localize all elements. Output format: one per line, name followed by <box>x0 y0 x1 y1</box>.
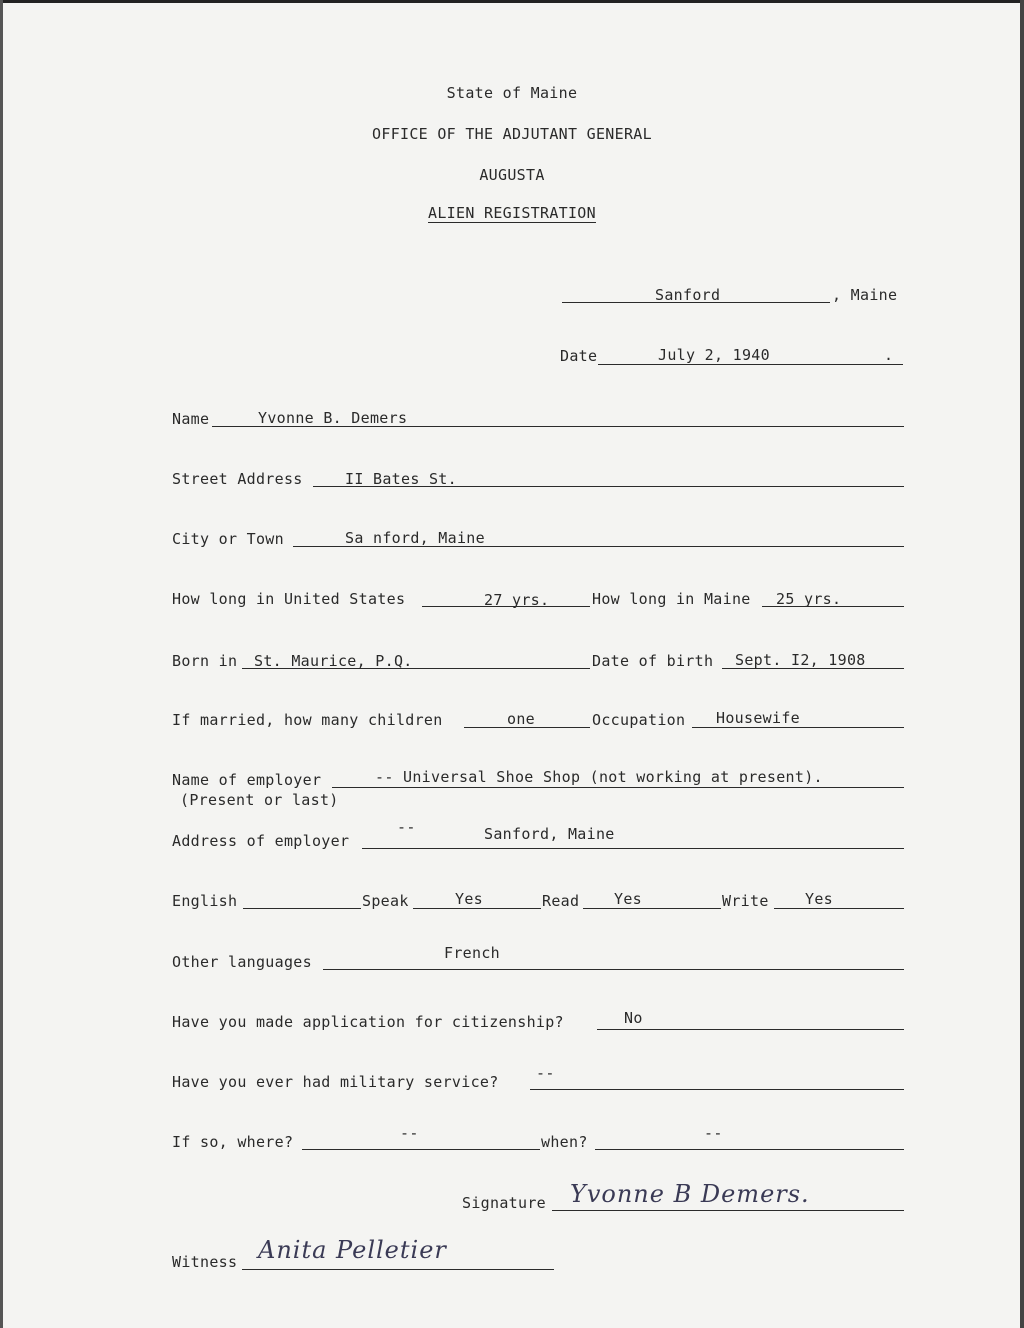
when-label: when? <box>541 1133 588 1151</box>
signature-value: Yvonne B Demers. <box>570 1180 810 1208</box>
date-of-birth-value: Sept. I2, 1908 <box>735 651 866 669</box>
street-value: II Bates St. <box>345 470 457 488</box>
how-long-us-label: How long in United States <box>172 590 406 608</box>
children-label: If married, how many children <box>172 711 443 729</box>
occupation-value: Housewife <box>716 709 800 727</box>
form-title: ALIEN REGISTRATION <box>428 204 596 222</box>
signature-underline <box>552 1210 904 1211</box>
where-label: If so, where? <box>172 1133 294 1151</box>
date-underline <box>598 364 903 365</box>
english-underline <box>243 908 361 909</box>
date-value: July 2, 1940 <box>658 346 770 364</box>
write-value: Yes <box>805 890 833 908</box>
military-value: -- <box>536 1064 555 1082</box>
read-underline <box>583 908 721 909</box>
office-heading: OFFICE OF THE ADJUTANT GENERAL <box>372 125 652 143</box>
city-heading: AUGUSTA <box>479 166 545 184</box>
date-period: . <box>884 346 894 364</box>
other-languages-value: French <box>444 944 500 962</box>
employer-address-value: Sanford, Maine <box>484 825 615 843</box>
city-town-label: City or Town <box>172 530 284 548</box>
employer-sublabel: (Present or last) <box>180 791 339 809</box>
citizenship-underline <box>597 1029 904 1030</box>
other-languages-label: Other languages <box>172 953 312 971</box>
write-underline <box>774 908 904 909</box>
citizenship-label: Have you made application for citizenship? <box>172 1013 564 1031</box>
how-long-us-value: 27 yrs. <box>484 591 550 609</box>
state-heading: State of Maine <box>446 84 578 102</box>
location-value: Sanford <box>655 286 721 304</box>
scan-edge-left <box>0 0 3 1328</box>
speak-value: Yes <box>455 890 483 908</box>
military-label: Have you ever had military service? <box>172 1073 499 1091</box>
witness-label: Witness <box>172 1253 238 1271</box>
street-label: Street Address <box>172 470 303 488</box>
when-value: -- <box>704 1124 723 1142</box>
where-underline <box>302 1149 540 1150</box>
speak-label: Speak <box>362 892 409 910</box>
employer-label: Name of employer <box>172 771 322 789</box>
employer-underline <box>332 787 904 788</box>
born-in-label: Born in <box>172 652 238 670</box>
witness-underline <box>242 1269 554 1270</box>
occupation-label: Occupation <box>592 711 686 729</box>
scan-edge-right <box>1020 0 1024 1328</box>
where-value: -- <box>400 1124 419 1142</box>
date-of-birth-label: Date of birth <box>592 652 714 670</box>
witness-value: Anita Pelletier <box>258 1236 447 1264</box>
employer-value: -- Universal Shoe Shop (not working at present). <box>375 768 823 786</box>
write-label: Write <box>722 892 769 910</box>
city-town-value: Sa nford, Maine <box>345 529 485 547</box>
signature-label: Signature <box>462 1194 546 1212</box>
read-value: Yes <box>614 890 642 908</box>
read-label: Read <box>542 892 580 910</box>
military-underline <box>530 1089 904 1090</box>
citizenship-value: No <box>624 1009 643 1027</box>
children-value: one <box>507 710 535 728</box>
english-label: English <box>172 892 238 910</box>
name-value: Yvonne B. Demers <box>258 409 408 427</box>
speak-underline <box>413 908 541 909</box>
employer-address-dash: -- <box>397 818 416 836</box>
location-suffix: , Maine <box>832 286 898 304</box>
born-in-value: St. Maurice, P.Q. <box>254 652 413 670</box>
scan-edge-top <box>0 0 1024 3</box>
date-label: Date <box>560 347 598 365</box>
employer-address-label: Address of employer <box>172 832 350 850</box>
when-underline <box>595 1149 904 1150</box>
occupation-underline <box>692 727 904 728</box>
employer-address-underline <box>362 848 904 849</box>
name-label: Name <box>172 410 210 428</box>
how-long-maine-label: How long in Maine <box>592 590 751 608</box>
other-languages-underline <box>323 969 904 970</box>
how-long-maine-value: 25 yrs. <box>776 590 842 608</box>
